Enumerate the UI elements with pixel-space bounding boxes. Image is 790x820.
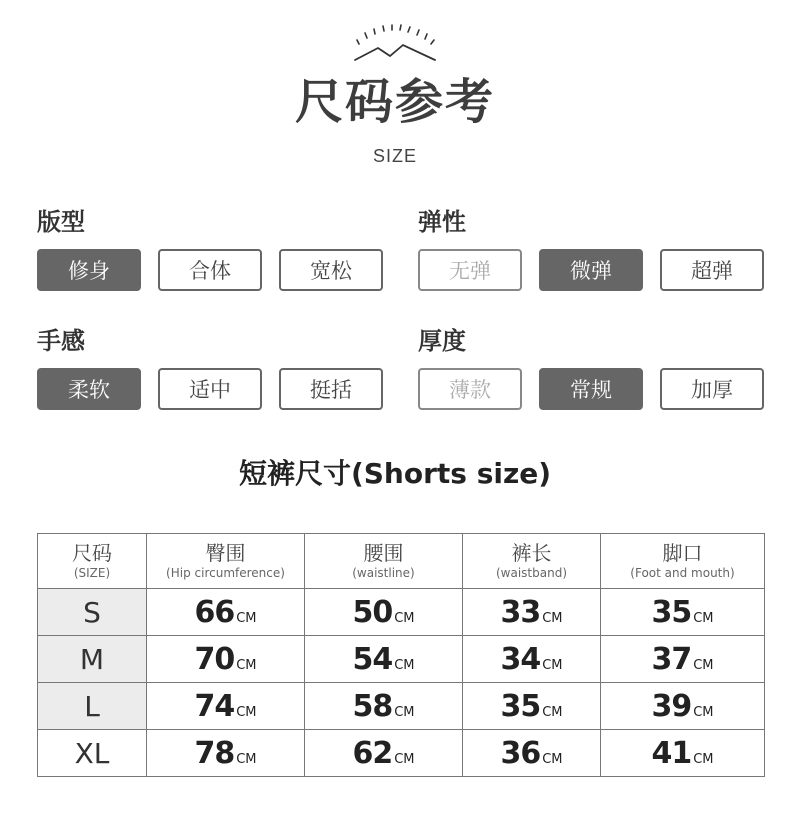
size-label: XL — [38, 730, 147, 777]
table-cell: 74 CM — [147, 683, 305, 730]
table-cell: 34 CM — [463, 636, 601, 683]
size-label: L — [38, 683, 147, 730]
table-cell: 33 CM — [463, 589, 601, 636]
table-cell: 50 CM — [305, 589, 463, 636]
attr-hand-feel — [37, 324, 352, 402]
header-leg-opening: 脚口 (Foot and mouth) — [601, 534, 765, 589]
table-cell: 37 CM — [601, 636, 765, 683]
option-button[interactable]: 微弹 — [539, 249, 643, 291]
table-cell: 35 CM — [463, 683, 601, 730]
table-cell: 54 CM — [305, 636, 463, 683]
attr-fit — [37, 205, 352, 283]
table-cell: 62 CM — [305, 730, 463, 777]
option-button[interactable]: 超弹 — [660, 249, 764, 291]
attr-label: 弹性 — [418, 208, 466, 236]
header-hip: 臀围 (Hip circumference) — [147, 534, 305, 589]
attr-label: 版型 — [37, 208, 85, 236]
table-cell: 41 CM — [601, 730, 765, 777]
option-button[interactable]: 常规 — [539, 368, 643, 410]
table-header-row — [38, 534, 765, 589]
table-row — [38, 589, 765, 636]
option-button[interactable]: 加厚 — [660, 368, 764, 410]
page-subtitle: SIZE — [372, 146, 417, 166]
attr-elasticity — [418, 205, 733, 283]
option-button[interactable]: 柔软 — [37, 368, 141, 410]
header-size: 尺码 (SIZE) — [38, 534, 147, 589]
table-cell: 39 CM — [601, 683, 765, 730]
page-title: 尺码参考 — [294, 74, 495, 130]
header-length: 裤长 (waistband) — [463, 534, 601, 589]
size-table — [37, 533, 765, 777]
table-cell: 70 CM — [147, 636, 305, 683]
header-waist: 腰围 (waistline) — [305, 534, 463, 589]
table-cell: 35 CM — [601, 589, 765, 636]
size-section-title: 短裤尺寸(Shorts size) — [238, 457, 552, 490]
sun-mountain-icon — [345, 18, 445, 68]
option-button[interactable]: 薄款 — [418, 368, 522, 410]
table-cell: 58 CM — [305, 683, 463, 730]
table-cell: 78 CM — [147, 730, 305, 777]
table-row — [38, 730, 765, 777]
option-button[interactable]: 无弹 — [418, 249, 522, 291]
attr-label: 厚度 — [418, 327, 466, 355]
option-button[interactable]: 挺括 — [279, 368, 383, 410]
size-label: S — [38, 589, 147, 636]
attr-thickness — [418, 324, 733, 402]
attr-label: 手感 — [37, 327, 85, 355]
table-cell: 36 CM — [463, 730, 601, 777]
option-button[interactable]: 合体 — [158, 249, 262, 291]
table-cell: 66 CM — [147, 589, 305, 636]
table-row — [38, 636, 765, 683]
option-button[interactable]: 适中 — [158, 368, 262, 410]
size-label: M — [38, 636, 147, 683]
option-button[interactable]: 修身 — [37, 249, 141, 291]
table-row — [38, 683, 765, 730]
option-button[interactable]: 宽松 — [279, 249, 383, 291]
